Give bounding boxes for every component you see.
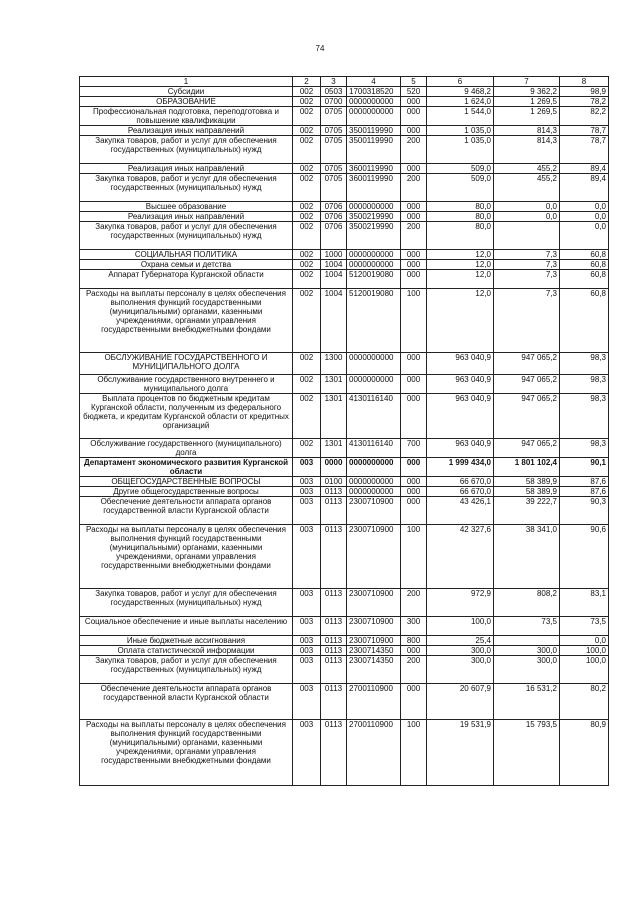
execution-percent: 0,0: [560, 202, 609, 212]
section-code: 1301: [321, 394, 347, 439]
table-row: [80, 97, 609, 107]
section-code: 0113: [321, 497, 347, 525]
expense-type-code: 100: [401, 289, 427, 353]
target-article-code: 0000000000: [347, 250, 401, 260]
grbs-code: 002: [293, 107, 321, 126]
actual-amount: 300,0: [494, 656, 560, 684]
header-cell: 2: [293, 77, 321, 87]
plan-amount: 12,0: [427, 270, 494, 289]
execution-percent: 0,0: [560, 636, 609, 646]
grbs-code: 002: [293, 174, 321, 202]
actual-amount: 0,0: [494, 212, 560, 222]
plan-amount: 100,0: [427, 617, 494, 636]
section-code: 0700: [321, 97, 347, 107]
section-code: 1301: [321, 375, 347, 394]
page-number: 74: [315, 44, 325, 53]
row-name: Расходы на выплаты персоналу в целях обеспечения выполнения функций государственными (муниципальными) органами, казенными учреждениями, органами управления государственными внебюджетными фондами: [80, 720, 293, 786]
expense-type-code: 000: [401, 684, 427, 720]
actual-amount: 15 793,5: [494, 720, 560, 786]
header-cell: 5: [401, 77, 427, 87]
row-name: Высшее образование: [80, 202, 293, 212]
grbs-code: 002: [293, 136, 321, 164]
actual-amount: [494, 636, 560, 646]
plan-amount: 12,0: [427, 250, 494, 260]
table-row: [80, 684, 609, 720]
expense-type-code: 000: [401, 477, 427, 487]
table-row: [80, 617, 609, 636]
target-article-code: 2700110900: [347, 720, 401, 786]
expense-type-code: 520: [401, 87, 427, 97]
target-article-code: 3600119990: [347, 164, 401, 174]
plan-amount: 300,0: [427, 646, 494, 656]
section-code: 0100: [321, 477, 347, 487]
expense-type-code: 000: [401, 394, 427, 439]
table-row: [80, 646, 609, 656]
execution-percent: 60,8: [560, 270, 609, 289]
grbs-code: 002: [293, 250, 321, 260]
plan-amount: 1 035,0: [427, 126, 494, 136]
section-code: 0113: [321, 646, 347, 656]
target-article-code: 2300714350: [347, 646, 401, 656]
grbs-code: 003: [293, 646, 321, 656]
grbs-code: 002: [293, 270, 321, 289]
grbs-code: 002: [293, 260, 321, 270]
section-code: 0706: [321, 202, 347, 212]
expense-type-code: 100: [401, 525, 427, 589]
target-article-code: 2700110900: [347, 684, 401, 720]
table-row: [80, 394, 609, 439]
target-article-code: 2300710900: [347, 589, 401, 617]
target-article-code: 5120019080: [347, 289, 401, 353]
section-code: 0113: [321, 617, 347, 636]
grbs-code: 003: [293, 477, 321, 487]
table-row: [80, 525, 609, 589]
row-name: Выплата процентов по бюджетным кредитам Курганской области, полученным из федерального бюджета, и кредитам Курганской области от кредитных организаций: [80, 394, 293, 439]
execution-percent: 60,8: [560, 289, 609, 353]
section-code: 0705: [321, 126, 347, 136]
target-article-code: 2300714350: [347, 656, 401, 684]
section-code: 0113: [321, 589, 347, 617]
plan-amount: 12,0: [427, 289, 494, 353]
execution-percent: 60,8: [560, 260, 609, 270]
plan-amount: 963 040,9: [427, 394, 494, 439]
table-row: [80, 164, 609, 174]
expense-type-code: 000: [401, 270, 427, 289]
row-name: Иные бюджетные ассигнования: [80, 636, 293, 646]
plan-amount: 80,0: [427, 222, 494, 250]
execution-percent: 0,0: [560, 222, 609, 250]
expense-type-code: 200: [401, 656, 427, 684]
table-row: [80, 589, 609, 617]
section-code: 0113: [321, 684, 347, 720]
grbs-code: 003: [293, 589, 321, 617]
table-row: [80, 87, 609, 97]
expense-type-code: 000: [401, 107, 427, 126]
plan-amount: 66 670,0: [427, 487, 494, 497]
grbs-code: 002: [293, 212, 321, 222]
target-article-code: 3500219990: [347, 222, 401, 250]
actual-amount: 947 065,2: [494, 439, 560, 458]
actual-amount: 455,2: [494, 164, 560, 174]
table-row: [80, 212, 609, 222]
table-row: [80, 136, 609, 164]
actual-amount: 1 269,5: [494, 97, 560, 107]
actual-amount: 38 341,0: [494, 525, 560, 589]
target-article-code: 0000000000: [347, 353, 401, 375]
target-article-code: 2300710900: [347, 617, 401, 636]
section-code: 0706: [321, 212, 347, 222]
target-article-code: 4130116140: [347, 394, 401, 439]
table-row: [80, 720, 609, 786]
header-cell: 3: [321, 77, 347, 87]
expense-type-code: 200: [401, 222, 427, 250]
plan-amount: 300,0: [427, 656, 494, 684]
actual-amount: [494, 222, 560, 250]
section-code: 0705: [321, 107, 347, 126]
row-name: Обслуживание государственного внутреннего и муниципального долга: [80, 375, 293, 394]
grbs-code: 002: [293, 202, 321, 212]
target-article-code: 2300710900: [347, 636, 401, 646]
budget-table: [79, 76, 609, 786]
execution-percent: 87,6: [560, 477, 609, 487]
row-name: Профессиональная подготовка, переподготовка и повышение квалификации: [80, 107, 293, 126]
row-name: Обеспечение деятельности аппарата органов государственной власти Курганской области: [80, 684, 293, 720]
section-code: 1000: [321, 250, 347, 260]
grbs-code: 003: [293, 684, 321, 720]
row-name: СОЦИАЛЬНАЯ ПОЛИТИКА: [80, 250, 293, 260]
actual-amount: 947 065,2: [494, 353, 560, 375]
plan-amount: 43 426,1: [427, 497, 494, 525]
execution-percent: 90,3: [560, 497, 609, 525]
header-cell: 1: [80, 77, 293, 87]
expense-type-code: 000: [401, 487, 427, 497]
execution-percent: 78,7: [560, 136, 609, 164]
expense-type-code: 300: [401, 617, 427, 636]
expense-type-code: 000: [401, 375, 427, 394]
row-name: Субсидии: [80, 87, 293, 97]
grbs-code: 003: [293, 656, 321, 684]
plan-amount: 20 607,9: [427, 684, 494, 720]
header-cell: 7: [494, 77, 560, 87]
plan-amount: 80,0: [427, 202, 494, 212]
expense-type-code: 000: [401, 126, 427, 136]
execution-percent: 60,8: [560, 250, 609, 260]
expense-type-code: 200: [401, 136, 427, 164]
actual-amount: 58 389,9: [494, 477, 560, 487]
row-name: ОБЩЕГОСУДАРСТВЕННЫЕ ВОПРОСЫ: [80, 477, 293, 487]
execution-percent: 100,0: [560, 656, 609, 684]
table-body: [80, 77, 609, 786]
execution-percent: 98,3: [560, 394, 609, 439]
table-row: [80, 656, 609, 684]
execution-percent: 73,5: [560, 617, 609, 636]
execution-percent: 90,6: [560, 525, 609, 589]
actual-amount: 9 362,2: [494, 87, 560, 97]
table-row: [80, 497, 609, 525]
target-article-code: 3500219990: [347, 212, 401, 222]
section-code: 0113: [321, 720, 347, 786]
expense-type-code: 000: [401, 497, 427, 525]
execution-percent: 80,2: [560, 684, 609, 720]
target-article-code: 4130116140: [347, 439, 401, 458]
target-article-code: 0000000000: [347, 458, 401, 477]
target-article-code: 0000000000: [347, 107, 401, 126]
row-name: Аппарат Губернатора Курганской области: [80, 270, 293, 289]
expense-type-code: 100: [401, 720, 427, 786]
table-row: [80, 636, 609, 646]
target-article-code: 3500119990: [347, 136, 401, 164]
grbs-code: 002: [293, 439, 321, 458]
section-code: 0705: [321, 136, 347, 164]
section-code: 0705: [321, 164, 347, 174]
grbs-code: 002: [293, 126, 321, 136]
grbs-code: 002: [293, 164, 321, 174]
grbs-code: 002: [293, 97, 321, 107]
expense-type-code: 000: [401, 212, 427, 222]
expense-type-code: 000: [401, 260, 427, 270]
section-code: 0113: [321, 525, 347, 589]
row-name: Закупка товаров, работ и услуг для обеспечения государственных (муниципальных) нужд: [80, 222, 293, 250]
actual-amount: 7,3: [494, 250, 560, 260]
plan-amount: 12,0: [427, 260, 494, 270]
target-article-code: 2300710900: [347, 497, 401, 525]
grbs-code: 003: [293, 617, 321, 636]
target-article-code: 5120019080: [347, 270, 401, 289]
section-code: 0113: [321, 656, 347, 684]
grbs-code: 002: [293, 394, 321, 439]
actual-amount: 7,3: [494, 289, 560, 353]
section-code: 0000: [321, 458, 347, 477]
header-row: [80, 77, 609, 87]
row-name: Закупка товаров, работ и услуг для обеспечения государственных (муниципальных) нужд: [80, 589, 293, 617]
actual-amount: 73,5: [494, 617, 560, 636]
row-name: Обеспечение деятельности аппарата органов государственной власти Курганской области: [80, 497, 293, 525]
plan-amount: 1 999 434,0: [427, 458, 494, 477]
grbs-code: 003: [293, 497, 321, 525]
actual-amount: 814,3: [494, 126, 560, 136]
table-row: [80, 107, 609, 126]
expense-type-code: 000: [401, 250, 427, 260]
expense-type-code: 700: [401, 439, 427, 458]
table-row: [80, 458, 609, 477]
actual-amount: 0,0: [494, 202, 560, 212]
target-article-code: 3600119990: [347, 174, 401, 202]
actual-amount: 1 269,5: [494, 107, 560, 126]
section-code: 0113: [321, 487, 347, 497]
plan-amount: 42 327,6: [427, 525, 494, 589]
expense-type-code: 000: [401, 202, 427, 212]
expense-type-code: 200: [401, 589, 427, 617]
execution-percent: 90,1: [560, 458, 609, 477]
actual-amount: 7,3: [494, 260, 560, 270]
expense-type-code: 000: [401, 646, 427, 656]
plan-amount: 509,0: [427, 174, 494, 202]
section-code: 1004: [321, 260, 347, 270]
row-name: Другие общегосударственные вопросы: [80, 487, 293, 497]
plan-amount: 9 468,2: [427, 87, 494, 97]
actual-amount: 814,3: [494, 136, 560, 164]
execution-percent: 98,3: [560, 375, 609, 394]
plan-amount: 1 035,0: [427, 136, 494, 164]
execution-percent: 98,3: [560, 353, 609, 375]
target-article-code: 0000000000: [347, 487, 401, 497]
section-code: 0113: [321, 636, 347, 646]
actual-amount: 7,3: [494, 270, 560, 289]
table-row: [80, 202, 609, 212]
row-name: ОБСЛУЖИВАНИЕ ГОСУДАРСТВЕННОГО И МУНИЦИПАЛЬНОГО ДОЛГА: [80, 353, 293, 375]
table-row: [80, 174, 609, 202]
execution-percent: 78,2: [560, 97, 609, 107]
execution-percent: 82,2: [560, 107, 609, 126]
expense-type-code: 000: [401, 164, 427, 174]
plan-amount: 19 531,9: [427, 720, 494, 786]
row-name: Закупка товаров, работ и услуг для обеспечения государственных (муниципальных) нужд: [80, 656, 293, 684]
execution-percent: 0,0: [560, 212, 609, 222]
execution-percent: 87,6: [560, 487, 609, 497]
plan-amount: 963 040,9: [427, 439, 494, 458]
plan-amount: 509,0: [427, 164, 494, 174]
section-code: 1004: [321, 270, 347, 289]
actual-amount: 300,0: [494, 646, 560, 656]
grbs-code: 003: [293, 458, 321, 477]
row-name: Реализация иных направлений: [80, 212, 293, 222]
row-name: Закупка товаров, работ и услуг для обеспечения государственных (муниципальных) нужд: [80, 136, 293, 164]
actual-amount: 947 065,2: [494, 394, 560, 439]
actual-amount: 16 531,2: [494, 684, 560, 720]
row-name: Расходы на выплаты персоналу в целях обеспечения выполнения функций государственными (муниципальными) органами, казенными учреждениями, органами управления государственными внебюджетными фондами: [80, 525, 293, 589]
actual-amount: 808,2: [494, 589, 560, 617]
target-article-code: 2300710900: [347, 525, 401, 589]
target-article-code: 0000000000: [347, 260, 401, 270]
grbs-code: 003: [293, 720, 321, 786]
grbs-code: 002: [293, 289, 321, 353]
plan-amount: 66 670,0: [427, 477, 494, 487]
target-article-code: 1700318520: [347, 87, 401, 97]
table-row: [80, 439, 609, 458]
target-article-code: 0000000000: [347, 202, 401, 212]
table-row: [80, 270, 609, 289]
plan-amount: 1 544,0: [427, 107, 494, 126]
row-name: Социальное обеспечение и иные выплаты населению: [80, 617, 293, 636]
plan-amount: 963 040,9: [427, 375, 494, 394]
header-cell: 6: [427, 77, 494, 87]
table-row: [80, 477, 609, 487]
section-code: 1300: [321, 353, 347, 375]
plan-amount: 25,4: [427, 636, 494, 646]
section-code: 0705: [321, 174, 347, 202]
section-code: 0503: [321, 87, 347, 97]
section-code: 1004: [321, 289, 347, 353]
table-row: [80, 260, 609, 270]
grbs-code: 002: [293, 222, 321, 250]
expense-type-code: 200: [401, 174, 427, 202]
execution-percent: 98,9: [560, 87, 609, 97]
target-article-code: 3500119990: [347, 126, 401, 136]
execution-percent: 78,7: [560, 126, 609, 136]
row-name: ОБРАЗОВАНИЕ: [80, 97, 293, 107]
row-name: Расходы на выплаты персоналу в целях обеспечения выполнения функций государственными (муниципальными) органами, казенными учреждениями, органами управления государственными внебюджетными фондами: [80, 289, 293, 353]
execution-percent: 100,0: [560, 646, 609, 656]
actual-amount: 58 389,9: [494, 487, 560, 497]
execution-percent: 89,4: [560, 174, 609, 202]
plan-amount: 963 040,9: [427, 353, 494, 375]
section-code: 0706: [321, 222, 347, 250]
table-row: [80, 126, 609, 136]
actual-amount: 455,2: [494, 174, 560, 202]
plan-amount: 1 624,0: [427, 97, 494, 107]
row-name: Реализация иных направлений: [80, 126, 293, 136]
section-code: 1301: [321, 439, 347, 458]
table-row: [80, 250, 609, 260]
expense-type-code: 000: [401, 97, 427, 107]
execution-percent: 98,3: [560, 439, 609, 458]
table-row: [80, 289, 609, 353]
expense-type-code: 800: [401, 636, 427, 646]
grbs-code: 002: [293, 87, 321, 97]
grbs-code: 003: [293, 525, 321, 589]
actual-amount: 947 065,2: [494, 375, 560, 394]
row-name: Закупка товаров, работ и услуг для обеспечения государственных (муниципальных) нужд: [80, 174, 293, 202]
table-row: [80, 487, 609, 497]
execution-percent: 89,4: [560, 164, 609, 174]
actual-amount: 39 222,7: [494, 497, 560, 525]
table-row: [80, 375, 609, 394]
target-article-code: 0000000000: [347, 375, 401, 394]
plan-amount: 80,0: [427, 212, 494, 222]
grbs-code: 003: [293, 487, 321, 497]
table-row: [80, 353, 609, 375]
actual-amount: 1 801 102,4: [494, 458, 560, 477]
row-name: Оплата статистической информации: [80, 646, 293, 656]
expense-type-code: 000: [401, 353, 427, 375]
grbs-code: 002: [293, 375, 321, 394]
target-article-code: 0000000000: [347, 477, 401, 487]
execution-percent: 83,1: [560, 589, 609, 617]
execution-percent: 80,9: [560, 720, 609, 786]
plan-amount: 972,9: [427, 589, 494, 617]
table-row: [80, 222, 609, 250]
row-name: Охрана семьи и детства: [80, 260, 293, 270]
header-cell: 4: [347, 77, 401, 87]
header-cell: 8: [560, 77, 609, 87]
row-name: Обслуживание государственного (муниципального) долга: [80, 439, 293, 458]
grbs-code: 002: [293, 353, 321, 375]
row-name: Департамент экономического развития Курганской области: [80, 458, 293, 477]
row-name: Реализация иных направлений: [80, 164, 293, 174]
grbs-code: 003: [293, 636, 321, 646]
expense-type-code: 000: [401, 458, 427, 477]
target-article-code: 0000000000: [347, 97, 401, 107]
